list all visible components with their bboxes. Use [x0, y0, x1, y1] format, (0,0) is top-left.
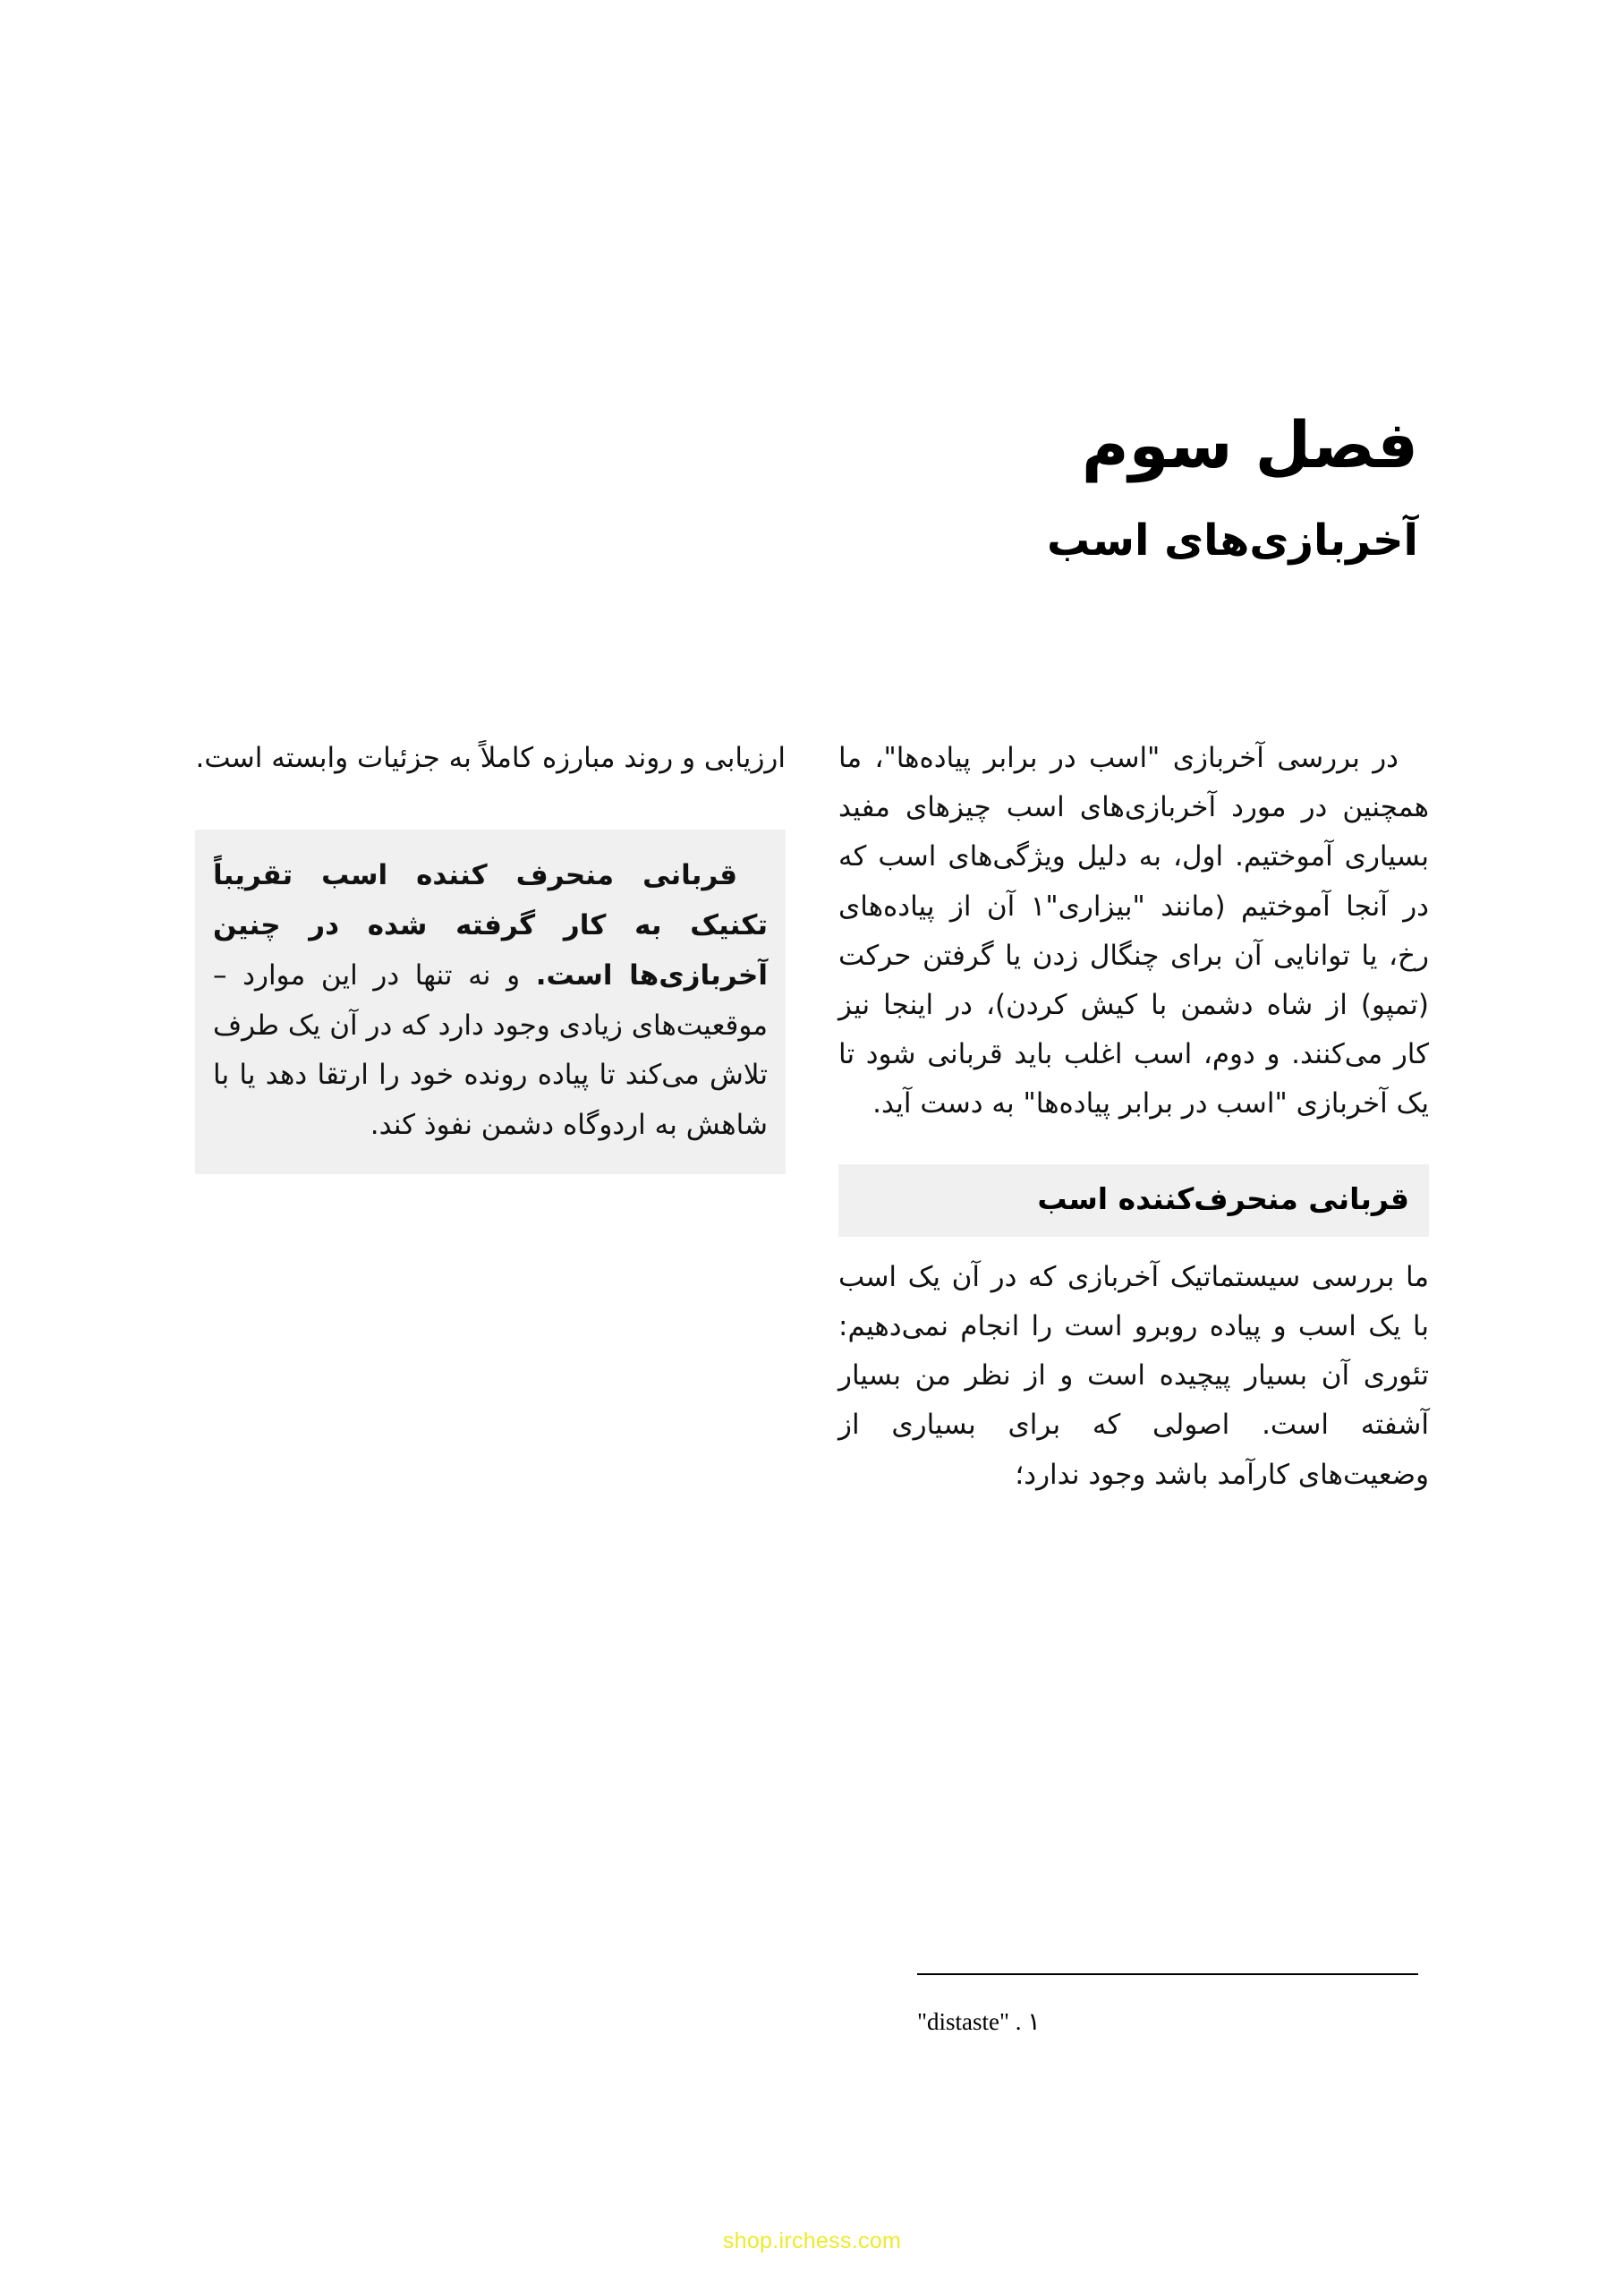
footnote-marker: ۱ — [1027, 2008, 1041, 2036]
highlight-paragraph — [213, 851, 768, 1151]
chapter-title: فصل سوم — [1081, 407, 1418, 482]
footnote-separator-rule — [917, 1973, 1418, 1975]
chapter-heading-block — [206, 407, 1418, 567]
section-heading-knight-deflection-sacrifice: قربانی منحرف‌کننده اسب — [838, 1164, 1429, 1237]
left-column-paragraph-1: ارزیابی و روند مبارزه کاملاً به جزئیات وابسته است. — [195, 742, 786, 774]
highlight-callout-box — [195, 830, 786, 1174]
footnote-block — [917, 1973, 1418, 2040]
column-right — [838, 734, 1429, 1530]
right-column-paragraph-2: ما بررسی سیستماتیک آخربازی که در آن یک اسب با یک اسب و پیاده روبرو است را انجام نمی‌دهیم: تئوری آن بسیار پیچیده است و از نظر من بسیار آشفته است. اصولی که برای بسیاری از وضعیت‌های کارآمد باشد وجود ندارد؛ — [838, 1260, 1429, 1491]
column-left — [195, 734, 786, 1201]
chapter-subtitle: آخربازی‌های اسب — [1046, 515, 1418, 566]
footnote-separator: . — [1009, 2008, 1028, 2035]
site-watermark: shop.irchess.com — [722, 2228, 902, 2253]
highlight-lead-text: قربانی منحرف کننده اسب تقریباً تکنیک به کار گرفته شده در چنین آخربازی‌ها است. — [213, 859, 768, 992]
footnote-term: "distaste" — [917, 2008, 1010, 2035]
body-columns — [195, 734, 1429, 1888]
right-column-paragraph-1: در بررسی آخربازی "اسب در برابر پیاده‌ها"، ما همچنین در مورد آخربازی‌های اسب چیزهای مفید بسیاری آموختیم. اول، به دلیل ویژگی‌های اسب که در آنجا آموختیم (مانند "بیزاری"۱ آن از پیاده‌های رخ، یا توانایی آن برای چنگال زدن یا گرفتن حرکت (تمپو) از شاه دشمن با کیش کردن)، در اینجا نیز کار می‌کنند. و دوم، اسب اغلب باید قربانی شود تا یک آخربازی "اسب در برابر پیاده‌ها" به دست آید. — [838, 742, 1429, 1120]
highlight-rest-text: و نه تنها در این موارد – موقعیت‌های زیادی وجود دارد که در آن یک طرف تلاش می‌کند تا پیاده رونده خود را ارتقا دهد یا با شاهش به اردوگاه دشمن نفوذ کند. — [213, 958, 768, 1142]
footnote-entry — [917, 2006, 1418, 2040]
